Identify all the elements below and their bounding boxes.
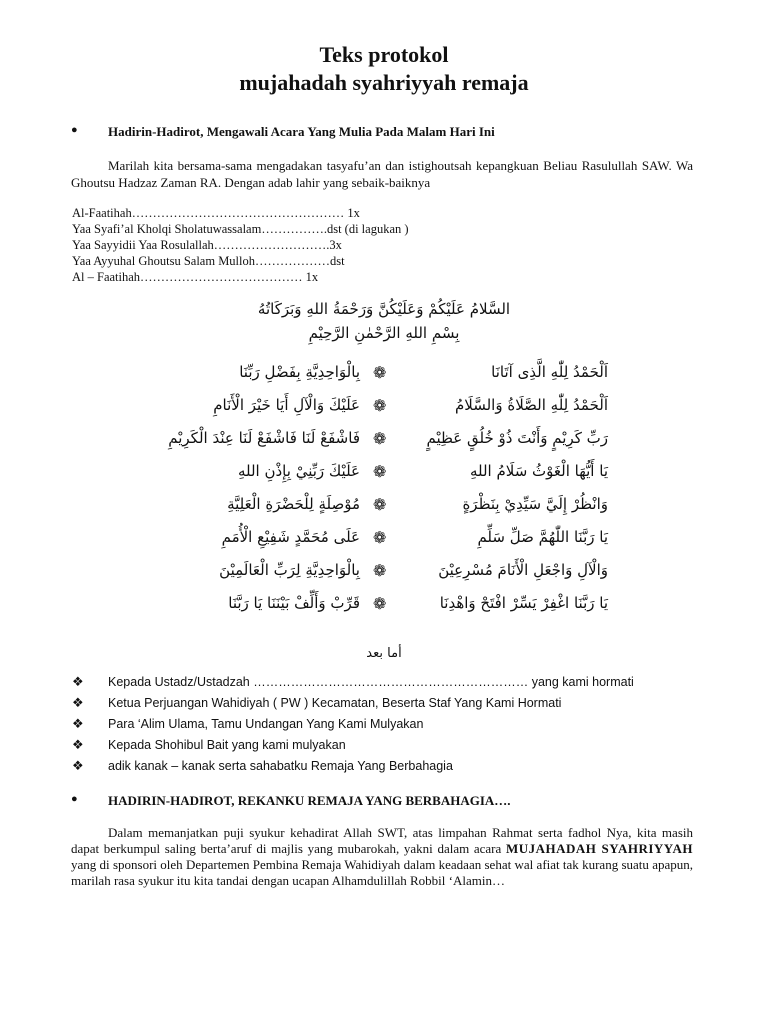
shalawat-row bbox=[0, 528, 768, 558]
amma-badu: أما بعد bbox=[366, 646, 402, 661]
greeting-text: Kepada Shohibul Bait yang kami mulyakan bbox=[108, 738, 346, 752]
shalawat-right: يَا رَبَّنَا اللّٰهُمَّ صَلِّ سَلِّمِ bbox=[477, 528, 608, 546]
arabic-bismillah: بِسْمِ اللهِ الرَّحْمٰنِ الرَّحِيْمِ bbox=[308, 324, 460, 342]
greetings-list bbox=[72, 675, 712, 780]
greeting-text: Ketua Perjuangan Wahidiyah ( PW ) Kecamatan, Beserta Staf Yang Kami Hormati bbox=[108, 696, 562, 710]
shalawat-right: يَا رَبَّنَا اغْفِرْ يَسِّرْ افْتَحْ وَاهْدِنَا bbox=[439, 594, 608, 612]
flower-icon: ❁ bbox=[373, 561, 387, 580]
greeting-item bbox=[72, 675, 712, 696]
shalawat-right: وَالْآلِ وَاجْعَلِ الْأَنَامَ مُسْرِعِيْنَ bbox=[438, 561, 608, 579]
shalawat-row bbox=[0, 363, 768, 393]
flower-icon: ❁ bbox=[373, 363, 387, 382]
shalawat-left: قَرِّبْ وَأَلِّفْ بَيْنَنَا يَا رَبَّنَا bbox=[228, 594, 360, 612]
shalawat-right: وَانْظُرْ إِلَيَّ سَيِّدِيْ بِنَظْرَةٍ bbox=[462, 495, 608, 513]
flower-icon: ❁ bbox=[373, 396, 387, 415]
shalawat-row bbox=[0, 495, 768, 525]
diamond-bullet-icon: ❖ bbox=[72, 738, 84, 753]
bullet-icon: ● bbox=[71, 793, 78, 805]
flower-icon: ❁ bbox=[373, 594, 387, 613]
recitation-item: Al-Faatihah…………………………………………… 1x bbox=[72, 206, 360, 220]
flower-icon: ❁ bbox=[373, 495, 387, 514]
shalawat-left: بِالْوَاحِدِيَّةِ بِفَضْلِ رَبِّنَا bbox=[239, 363, 360, 381]
greeting-item bbox=[72, 696, 712, 717]
shalawat-left: عَلَيْكَ وَالْآلِ أَيَا خَيْرَ الْأَنَامِ bbox=[213, 396, 360, 414]
shalawat-left: مُوْصِلَةٍ لِلْحَضْرَةِ الْعَلِيَّةِ bbox=[227, 495, 360, 513]
bullet-icon: ● bbox=[71, 124, 78, 136]
document-title: Teks protokol bbox=[319, 42, 449, 67]
shalawat-row bbox=[0, 561, 768, 591]
shalawat-right: رَبِّ كَرِيْمٍ وَأَنْتَ ذُوْ خُلُقٍ عَظِيْمٍ bbox=[426, 429, 608, 447]
shalawat-right: اَلْحَمْدُ لِلّٰهِ الصَّلَاةُ وَالسَّلَامُ bbox=[454, 396, 608, 414]
shalawat-left: فَاشْفَعْ لَنَا فَاشْفَعْ لَنَا عِنْدَ الْكَرِيْمِ bbox=[168, 429, 360, 447]
shalawat-row bbox=[0, 462, 768, 492]
diamond-bullet-icon: ❖ bbox=[72, 675, 84, 690]
recitation-item: Yaa Sayyidii Yaa Rosulallah……………………….3x bbox=[72, 238, 342, 252]
shalawat-right: يَا أَيُّهَا الْغَوْثُ سَلَامُ اللهِ bbox=[469, 462, 608, 480]
diamond-bullet-icon: ❖ bbox=[72, 717, 84, 732]
greeting-text: Para ‘Alim Ulama, Tamu Undangan Yang Kami Mulyakan bbox=[108, 717, 424, 731]
flower-icon: ❁ bbox=[373, 429, 387, 448]
recitation-item: Al – Faatihah………………………………… 1x bbox=[72, 270, 319, 284]
section1-paragraph: Marilah kita bersama-sama mengadakan tasyafu’an dan istighoutsah kepangkuan Beliau Rasulullah SAW. Wa Ghoutsu Hadzaz Zaman RA. Dengan adab lahir yang sebaik-baiknya bbox=[71, 158, 693, 190]
shalawat-left: عَلَيْكَ رَبِّنِيْ بِإِذْنِ اللهِ bbox=[237, 462, 360, 480]
greeting-text: adik kanak – kanak serta sahabatku Remaja Yang Berbahagia bbox=[108, 759, 453, 773]
shalawat-left: عَلَى مُحَمَّدٍ شَفِيْعِ الْأُمَمِ bbox=[221, 528, 360, 546]
section2-heading-text: HADIRIN-HADIROT, REKANKU REMAJA YANG BERBAHAGIA…. bbox=[108, 793, 511, 808]
arabic-salam: السَّلامُ عَلَيْكُمْ وَعَلَيْكُنَّ وَرَحْمَةُ اللهِ وَبَرَكَاتُهُ bbox=[257, 300, 511, 318]
diamond-bullet-icon: ❖ bbox=[72, 696, 84, 711]
shalawat-row bbox=[0, 396, 768, 426]
recitation-list bbox=[72, 205, 472, 285]
shalawat-row bbox=[0, 429, 768, 459]
greeting-item bbox=[72, 738, 712, 759]
flower-icon: ❁ bbox=[373, 462, 387, 481]
section1-heading-text: Hadirin-Hadirot, Mengawali Acara Yang Mulia Pada Malam Hari Ini bbox=[108, 124, 495, 139]
flower-icon: ❁ bbox=[373, 528, 387, 547]
greeting-text: Kepada Ustadz/Ustadzah ………………………………………………………… yang kami hormati bbox=[108, 675, 634, 689]
document-subtitle: mujahadah syahriyyah remaja bbox=[239, 70, 529, 95]
section2-event-name: MUJAHADAH SYAHRIYYAH bbox=[505, 841, 694, 856]
section2-text-end: yang di sponsori oleh Departemen Pembina Remaja Wahidiyah dalam keadaan sehat wal afiat tak kurang suatu apapun, marilah rasa syukur itu kita tandai dengan ucapan Alhamdulillah Robbil ‘Alamin… bbox=[71, 857, 693, 888]
shalawat-left: بِالْوَاحِدِيَّةِ لِرَبِّ الْعَالَمِيْنَ bbox=[219, 561, 360, 579]
greeting-item bbox=[72, 717, 712, 738]
recitation-item: Yaa Ayyuhal Ghoutsu Salam Mulloh………………dst bbox=[72, 254, 345, 268]
section2-text-start: Dalam memanjatkan puji syukur kehadirat Allah SWT, atas limpahan Rahmat serta fadhol Nya, kita masih dapat berkumpul saling berta’aruf di majlis yang mubarokah, yakni dalam acara bbox=[71, 825, 693, 856]
shalawat-right: اَلْحَمْدُ لِلّٰهِ الَّذِى آتَانَا bbox=[491, 363, 608, 381]
shalawat-row bbox=[0, 594, 768, 624]
diamond-bullet-icon: ❖ bbox=[72, 759, 84, 774]
recitation-item: Yaa Syafi’al Kholqi Sholatuwassalam…………….dst (di lagukan ) bbox=[72, 222, 409, 236]
greeting-item bbox=[72, 759, 712, 780]
section2-paragraph bbox=[71, 825, 693, 889]
